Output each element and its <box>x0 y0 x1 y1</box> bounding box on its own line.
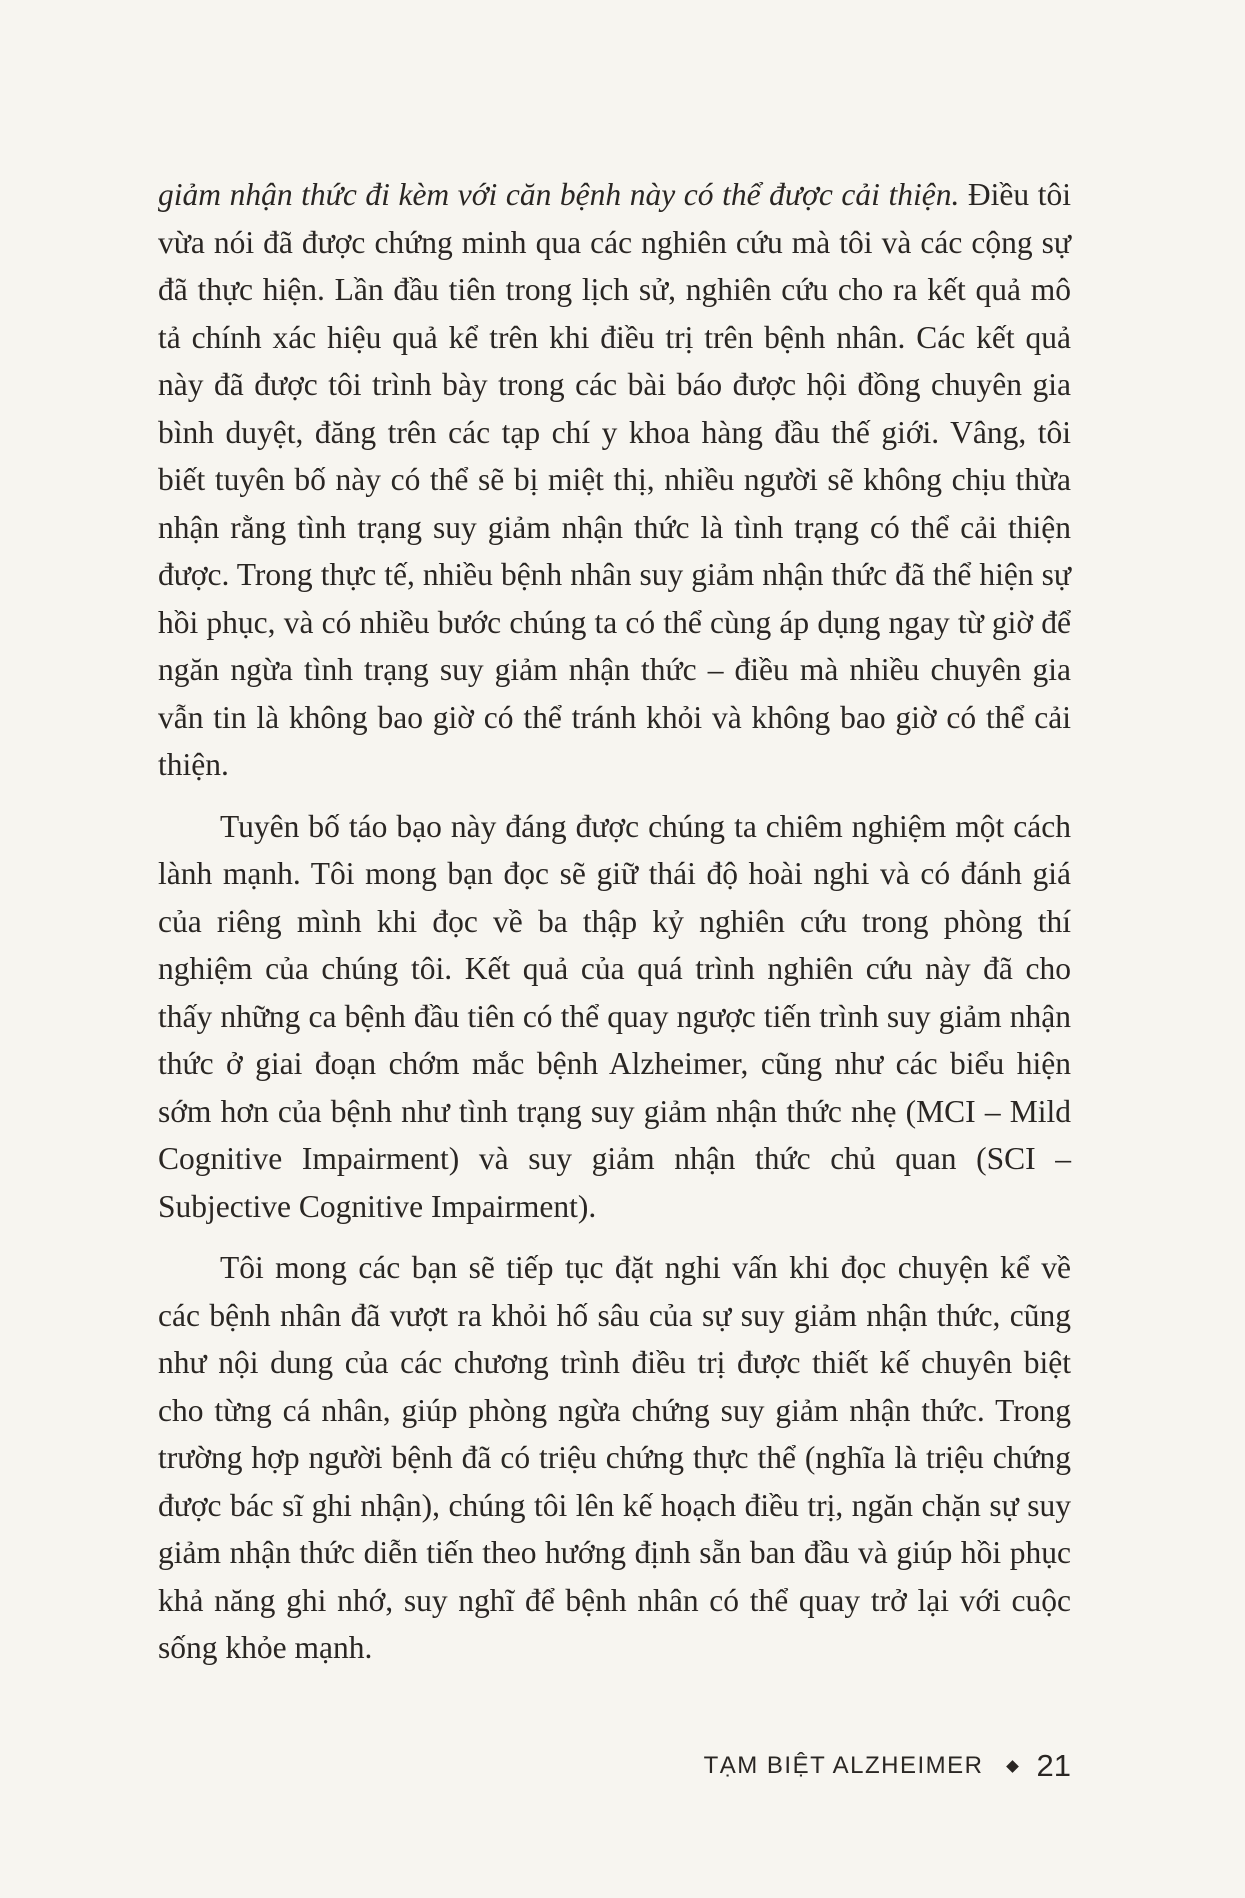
paragraph-1 <box>158 171 1071 789</box>
paragraph-2: Tuyên bố táo bạo này đáng được chúng ta chiêm nghiệm một cách lành mạnh. Tôi mong bạn đọc sẽ giữ thái độ hoài nghi và có đánh giá của riêng mình khi đọc về ba thập kỷ nghiên cứu trong phòng thí nghiệm của chúng tôi. Kết quả của quá trình nghiên cứu này đã cho thấy những ca bệnh đầu tiên có thể quay ngược tiến trình suy giảm nhận thức ở giai đoạn chớm mắc bệnh Alzheimer, cũng như các biểu hiện sớm hơn của bệnh như tình trạng suy giảm nhận thức nhẹ (MCI – Mild Cognitive Impairment) và suy giảm nhận thức chủ quan (SCI – Subjective Cognitive Impairment). <box>158 808 1071 1224</box>
paragraph-1-text: Điều tôi vừa nói đã được chứng minh qua các nghiên cứu mà tôi và các cộng sự đã thực hiện. Lần đầu tiên trong lịch sử, nghiên cứu cho ra kết quả mô tả chính xác hiệu quả kể trên khi điều trị trên bệnh nhân. Các kết quả này đã được tôi trình bày trong các bài báo được hội đồng chuyên gia bình duyệt, đăng trên các tạp chí y khoa hàng đầu thế giới. Vâng, tôi biết tuyên bố này có thể sẽ bị miệt thị, nhiều người sẽ không chịu thừa nhận rằng tình trạng suy giảm nhận thức là tình trạng có thể cải thiện được. Trong thực tế, nhiều bệnh nhân suy giảm nhận thức đã thể hiện sự hồi phục, và có nhiều bước chúng ta có thể cùng áp dụng ngay từ giờ để ngăn ngừa tình trạng suy giảm nhận thức – điều mà nhiều chuyên gia vẫn tin là không bao giờ có thể tránh khỏi và không bao giờ có thể cải thiện. <box>158 177 1071 782</box>
diamond-separator-icon <box>1006 1760 1019 1773</box>
page-number: 21 <box>1036 1748 1071 1783</box>
paragraph-3: Tôi mong các bạn sẽ tiếp tục đặt nghi vấn khi đọc chuyện kể về các bệnh nhân đã vượt ra khỏi hố sâu của sự suy giảm nhận thức, cũng như nội dung của các chương trình điều trị được thiết kế chuyên biệt cho từng cá nhân, giúp phòng ngừa chứng suy giảm nhận thức. Trong trường hợp người bệnh đã có triệu chứng thực thể (nghĩa là triệu chứng được bác sĩ ghi nhận), chúng tôi lên kế hoạch điều trị, ngăn chặn sự suy giảm nhận thức diễn tiến theo hướng định sẵn ban đầu và giúp hồi phục khả năng ghi nhớ, suy nghĩ để bệnh nhân có thể quay trở lại với cuộc sống khỏe mạnh. <box>158 1250 1071 1665</box>
running-footer <box>704 1748 1071 1784</box>
book-title: TẠM BIỆT ALZHEIMER <box>703 1752 984 1779</box>
italic-lead-text: giảm nhận thức đi kèm với căn bệnh này có thể được cải thiện. <box>158 177 960 212</box>
body-text <box>158 171 1071 1672</box>
